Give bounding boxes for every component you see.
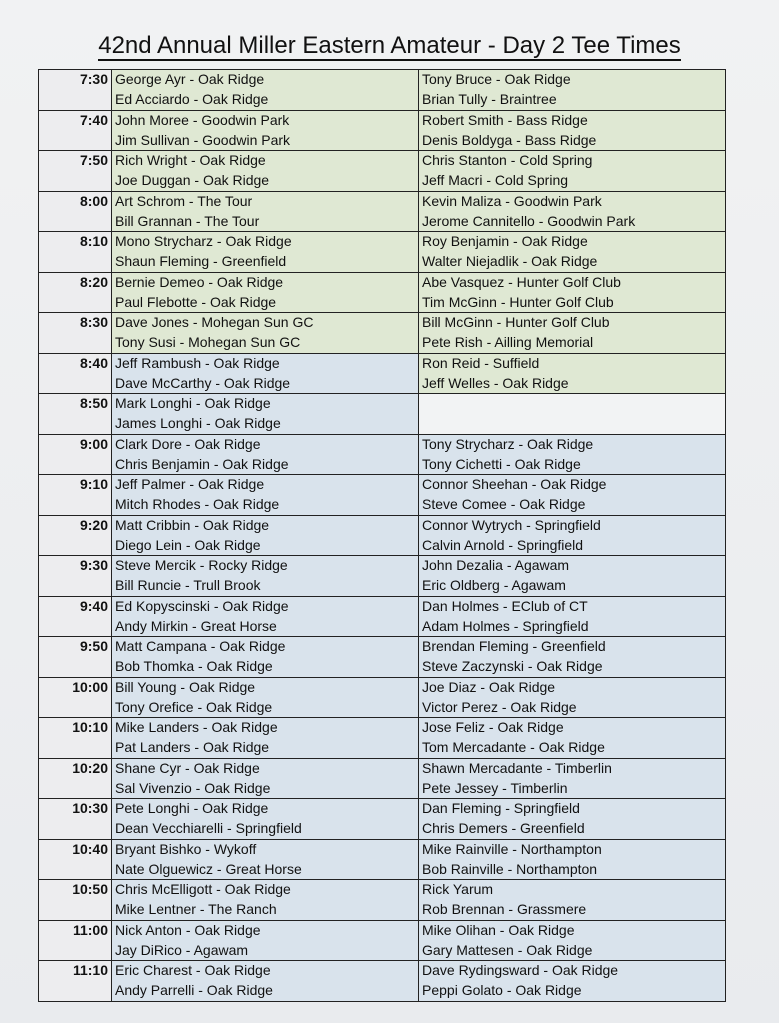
tee-time: 8:50 (39, 394, 112, 414)
player-name: Gary Mattesen - Oak Ridge (419, 940, 726, 960)
tee-time: 8:20 (39, 272, 112, 292)
tee-time-spacer (39, 171, 112, 191)
tee-times-body (39, 70, 726, 1002)
player-name: Joe Duggan - Oak Ridge (112, 171, 419, 191)
tee-time-row (39, 758, 726, 778)
player-name: Brendan Fleming - Greenfield (419, 637, 726, 657)
tee-time-spacer (39, 576, 112, 596)
player-name: Tony Strycharz - Oak Ridge (419, 434, 726, 454)
tee-time: 10:00 (39, 677, 112, 697)
player-name: Nate Olguewicz - Great Horse (112, 859, 419, 879)
player-name: Dan Holmes - EClub of CT (419, 596, 726, 616)
player-name: Chris Demers - Greenfield (419, 819, 726, 839)
tee-time-row (39, 252, 726, 272)
tee-time-row (39, 495, 726, 515)
player-name: Bill Grannan - The Tour (112, 211, 419, 231)
player-name: Jim Sullivan - Goodwin Park (112, 130, 419, 150)
player-name: Dave Rydingsward - Oak Ridge (419, 961, 726, 981)
tee-time-row (39, 70, 726, 90)
tee-time-row (39, 313, 726, 333)
tee-time-row (39, 454, 726, 474)
player-name: Eric Charest - Oak Ridge (112, 961, 419, 981)
tee-time-row (39, 171, 726, 191)
tee-time-row (39, 394, 726, 414)
player-name: Pete Rish - Ailling Memorial (419, 333, 726, 353)
tee-time: 10:40 (39, 839, 112, 859)
player-name: Peppi Golato - Oak Ridge (419, 981, 726, 1001)
player-name: Mike Lentner - The Ranch (112, 900, 419, 920)
tee-time-row (39, 819, 726, 839)
tee-time: 10:10 (39, 718, 112, 738)
tee-time-row (39, 414, 726, 434)
tee-time-spacer (39, 819, 112, 839)
tee-time-row (39, 292, 726, 312)
player-name: Shane Cyr - Oak Ridge (112, 758, 419, 778)
tee-time-row (39, 697, 726, 717)
tee-time-row (39, 556, 726, 576)
tee-time-row (39, 272, 726, 292)
player-name: Rich Wright - Oak Ridge (112, 151, 419, 171)
player-name: Tom Mercadante - Oak Ridge (419, 738, 726, 758)
tee-time-spacer (39, 900, 112, 920)
player-name: Chris Benjamin - Oak Ridge (112, 454, 419, 474)
player-name: John Dezalia - Agawam (419, 556, 726, 576)
tee-time: 8:00 (39, 191, 112, 211)
tee-time-row (39, 434, 726, 454)
tee-time-spacer (39, 535, 112, 555)
player-name: George Ayr - Oak Ridge (112, 70, 419, 90)
player-name: Jose Feliz - Oak Ridge (419, 718, 726, 738)
tee-time-spacer (39, 252, 112, 272)
player-name: Pete Jessey - Timberlin (419, 778, 726, 798)
player-name: Tony Cichetti - Oak Ridge (419, 454, 726, 474)
player-name: Art Schrom - The Tour (112, 191, 419, 211)
tee-time-row (39, 657, 726, 677)
player-name: Shaun Fleming - Greenfield (112, 252, 419, 272)
player-name: Connor Sheehan - Oak Ridge (419, 475, 726, 495)
tee-time-spacer (39, 454, 112, 474)
player-name: Mike Olihan - Oak Ridge (419, 920, 726, 940)
tee-time-row (39, 90, 726, 110)
tee-times-table (38, 69, 726, 1002)
tee-time: 7:30 (39, 70, 112, 90)
player-name: Paul Flebotte - Oak Ridge (112, 292, 419, 312)
player-name: Victor Perez - Oak Ridge (419, 697, 726, 717)
player-name: Jeff Welles - Oak Ridge (419, 373, 726, 393)
tee-time: 9:20 (39, 515, 112, 535)
player-name: Andy Mirkin - Great Horse (112, 616, 419, 636)
player-name: Jay DiRico - Agawam (112, 940, 419, 960)
tee-time: 9:00 (39, 434, 112, 454)
tee-time-spacer (39, 738, 112, 758)
player-name: Steve Mercik - Rocky Ridge (112, 556, 419, 576)
tee-time: 8:30 (39, 313, 112, 333)
tee-time-row (39, 839, 726, 859)
tee-time: 8:10 (39, 232, 112, 252)
tee-time: 9:40 (39, 596, 112, 616)
tee-time: 9:30 (39, 556, 112, 576)
player-name: Jeff Macri - Cold Spring (419, 171, 726, 191)
player-name: Dave Jones - Mohegan Sun GC (112, 313, 419, 333)
tee-time: 7:50 (39, 151, 112, 171)
player-name: Dan Fleming - Springfield (419, 799, 726, 819)
tee-time-row (39, 130, 726, 150)
tee-time-row (39, 616, 726, 636)
tee-time-row (39, 151, 726, 171)
player-name: Tony Bruce - Oak Ridge (419, 70, 726, 90)
tee-time-spacer (39, 292, 112, 312)
tee-time-row (39, 677, 726, 697)
player-name: Shawn Mercadante - Timberlin (419, 758, 726, 778)
player-name: Joe Diaz - Oak Ridge (419, 677, 726, 697)
player-name: Denis Boldyga - Bass Ridge (419, 130, 726, 150)
player-name: Pat Landers - Oak Ridge (112, 738, 419, 758)
player-name: Connor Wytrych - Springfield (419, 515, 726, 535)
player-name: Diego Lein - Oak Ridge (112, 535, 419, 555)
tee-time-spacer (39, 657, 112, 677)
tee-time: 10:50 (39, 880, 112, 900)
tee-time-spacer (39, 697, 112, 717)
player-name: Mike Rainville - Northampton (419, 839, 726, 859)
player-name: Tony Susi - Mohegan Sun GC (112, 333, 419, 353)
player-name: Chris Stanton - Cold Spring (419, 151, 726, 171)
player-name: Mark Longhi - Oak Ridge (112, 394, 419, 414)
player-name: Bob Rainville - Northampton (419, 859, 726, 879)
player-name: Bernie Demeo - Oak Ridge (112, 272, 419, 292)
player-name: Steve Comee - Oak Ridge (419, 495, 726, 515)
player-name: Dean Vecchiarelli - Springfield (112, 819, 419, 839)
tee-time-spacer (39, 859, 112, 879)
player-name: Adam Holmes - Springfield (419, 616, 726, 636)
tee-time-row (39, 211, 726, 231)
tee-time-row (39, 981, 726, 1001)
tee-time: 11:10 (39, 961, 112, 981)
tee-time: 10:30 (39, 799, 112, 819)
tee-time-row (39, 333, 726, 353)
player-name: Steve Zaczynski - Oak Ridge (419, 657, 726, 677)
tee-time-row (39, 353, 726, 373)
player-name: Ed Kopyscinski - Oak Ridge (112, 596, 419, 616)
player-name: Abe Vasquez - Hunter Golf Club (419, 272, 726, 292)
tee-time-row (39, 515, 726, 535)
tee-time-spacer (39, 90, 112, 110)
tee-time: 8:40 (39, 353, 112, 373)
player-name: Ron Reid - Suffield (419, 353, 726, 373)
tee-time-row (39, 940, 726, 960)
player-name: Dave McCarthy - Oak Ridge (112, 373, 419, 393)
player-name: Rick Yarum (419, 880, 726, 900)
tee-time-row (39, 596, 726, 616)
tee-time-row (39, 961, 726, 981)
player-name: Rob Brennan - Grassmere (419, 900, 726, 920)
player-name: Calvin Arnold - Springfield (419, 535, 726, 555)
player-name: Bryant Bishko - Wykoff (112, 839, 419, 859)
tee-time-spacer (39, 981, 112, 1001)
player-name: Ed Acciardo - Oak Ridge (112, 90, 419, 110)
tee-time-spacer (39, 373, 112, 393)
tee-time-row (39, 799, 726, 819)
player-name: Jeff Palmer - Oak Ridge (112, 475, 419, 495)
tee-time: 11:00 (39, 920, 112, 940)
tee-time: 9:10 (39, 475, 112, 495)
player-name: Nick Anton - Oak Ridge (112, 920, 419, 940)
tee-time-spacer (39, 616, 112, 636)
tee-time: 7:40 (39, 110, 112, 130)
player-name (419, 394, 726, 414)
player-name: Tony Orefice - Oak Ridge (112, 697, 419, 717)
player-name: Roy Benjamin - Oak Ridge (419, 232, 726, 252)
player-name: Walter Niejadlik - Oak Ridge (419, 252, 726, 272)
tee-time-row (39, 373, 726, 393)
player-name: Eric Oldberg - Agawam (419, 576, 726, 596)
tee-time-row (39, 718, 726, 738)
tee-time: 10:20 (39, 758, 112, 778)
player-name: Mono Strycharz - Oak Ridge (112, 232, 419, 252)
tee-time-spacer (39, 495, 112, 515)
page-title (0, 30, 779, 62)
player-name: Pete Longhi - Oak Ridge (112, 799, 419, 819)
player-name: Jerome Cannitello - Goodwin Park (419, 211, 726, 231)
tee-time-row (39, 880, 726, 900)
player-name: Brian Tully - Braintree (419, 90, 726, 110)
player-name: Bill Young - Oak Ridge (112, 677, 419, 697)
player-name: Bob Thomka - Oak Ridge (112, 657, 419, 677)
player-name: Bill Runcie - Trull Brook (112, 576, 419, 596)
tee-time-spacer (39, 940, 112, 960)
player-name: Kevin Maliza - Goodwin Park (419, 191, 726, 211)
tee-time-spacer (39, 414, 112, 434)
player-name: Mike Landers - Oak Ridge (112, 718, 419, 738)
player-name: Mitch Rhodes - Oak Ridge (112, 495, 419, 515)
tee-time-row (39, 637, 726, 657)
tee-time-spacer (39, 211, 112, 231)
player-name (419, 414, 726, 434)
player-name: Sal Vivenzio - Oak Ridge (112, 778, 419, 798)
player-name: Matt Cribbin - Oak Ridge (112, 515, 419, 535)
tee-time-row (39, 920, 726, 940)
tee-time-spacer (39, 778, 112, 798)
tee-time-row (39, 110, 726, 130)
player-name: Jeff Rambush - Oak Ridge (112, 353, 419, 373)
tee-time-spacer (39, 130, 112, 150)
tee-time-row (39, 535, 726, 555)
tee-time-row (39, 475, 726, 495)
player-name: Tim McGinn - Hunter Golf Club (419, 292, 726, 312)
tee-time-row (39, 191, 726, 211)
player-name: Bill McGinn - Hunter Golf Club (419, 313, 726, 333)
tee-time: 9:50 (39, 637, 112, 657)
player-name: John Moree - Goodwin Park (112, 110, 419, 130)
player-name: Chris McElligott - Oak Ridge (112, 880, 419, 900)
player-name: Matt Campana - Oak Ridge (112, 637, 419, 657)
tee-time-row (39, 778, 726, 798)
tee-time-row (39, 232, 726, 252)
tee-time-spacer (39, 333, 112, 353)
tee-time-row (39, 900, 726, 920)
player-name: Andy Parrelli - Oak Ridge (112, 981, 419, 1001)
player-name: Clark Dore - Oak Ridge (112, 434, 419, 454)
tee-time-row (39, 859, 726, 879)
page-title-text: 42nd Annual Miller Eastern Amateur - Day 2 Tee Times (98, 32, 681, 59)
tee-time-row (39, 738, 726, 758)
player-name: James Longhi - Oak Ridge (112, 414, 419, 434)
player-name: Robert Smith - Bass Ridge (419, 110, 726, 130)
tee-time-row (39, 576, 726, 596)
